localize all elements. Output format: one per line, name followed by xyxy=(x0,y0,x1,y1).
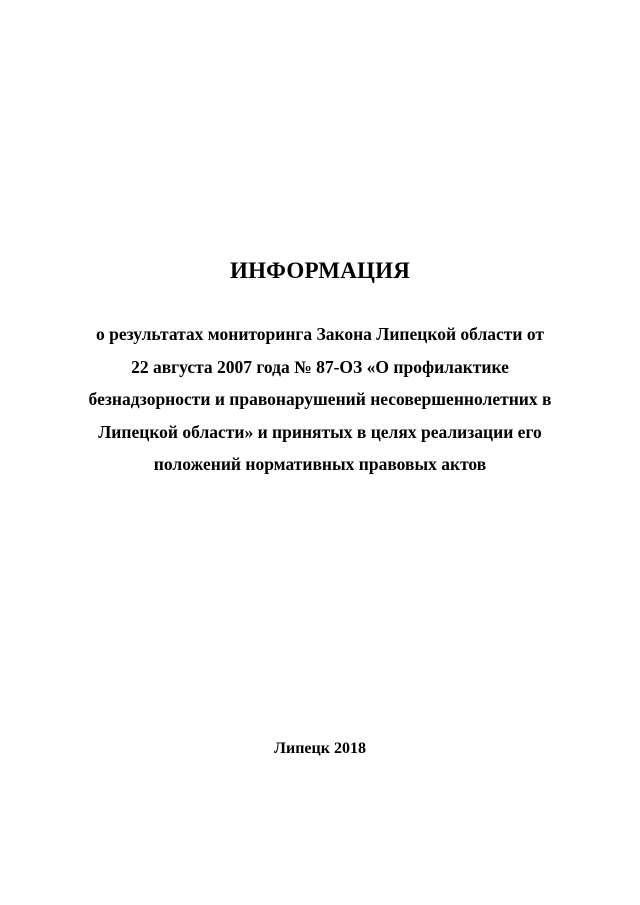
document-title: ИНФОРМАЦИЯ xyxy=(229,258,411,283)
place-and-year: Липецк 2018 xyxy=(274,740,366,757)
document-subtitle xyxy=(40,318,600,481)
subtitle-line-5: положений нормативных правовых актов xyxy=(153,454,487,474)
subtitle-line-2: 22 августа 2007 года № 87-ОЗ «О профилактике xyxy=(131,356,509,377)
subtitle-line-3: безнадзорности и правонарушений несовершеннолетних в xyxy=(88,389,552,409)
subtitle-line-4: Липецкой области» и принятых в целях реализации его xyxy=(98,421,542,442)
subtitle-line-1: о результатах мониторинга Закона Липецкой области от xyxy=(96,324,544,344)
